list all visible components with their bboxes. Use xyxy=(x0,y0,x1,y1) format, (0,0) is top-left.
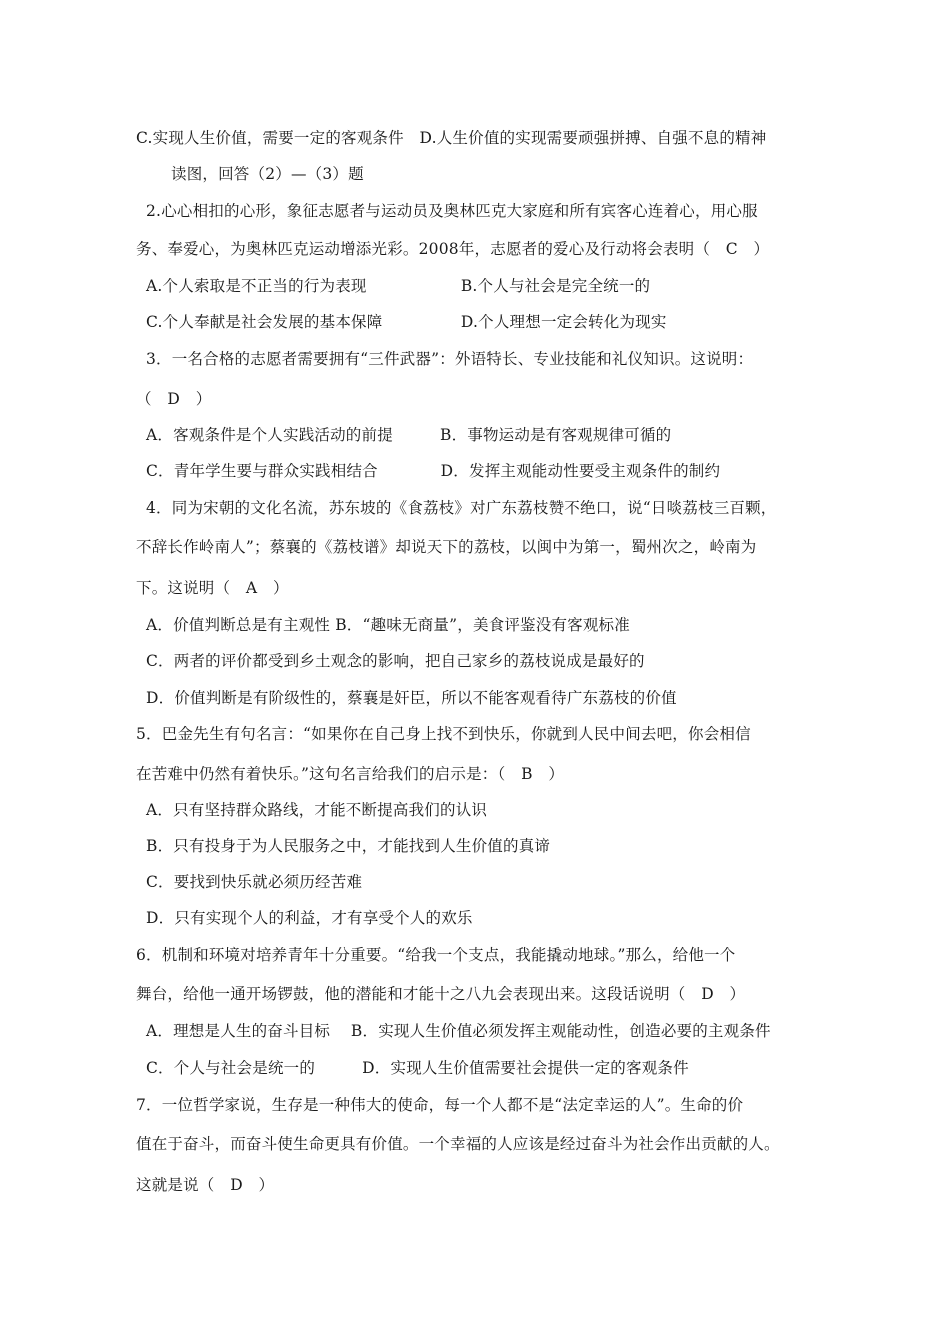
option-line: C．个人与社会是统一的 D．实现人生价值需要社会提供一定的客观条件 xyxy=(146,1059,689,1077)
text-line: 在苦难中仍然有着快乐。”这句名言给我们的启示是：（ B ） xyxy=(136,765,565,783)
text-line: 这就是说（ D ） xyxy=(136,1176,275,1194)
question-3-line: 3．一名合格的志愿者需要拥有“三件武器”：外语特长、专业技能和礼仪知识。这说明： xyxy=(146,350,754,368)
option-line: A．价值判断总是有主观性 B．“趣味无商量”，美食评鉴没有客观标准 xyxy=(146,616,630,634)
text-line: 务、奉爱心，为奥林匹克运动增添光彩。2008年，志愿者的爱心及行动将会表明（ C ） xyxy=(136,240,770,258)
question-5-line: 5．巴金先生有句名言：“如果你在自己身上找不到快乐，你就到人民中间去吧，你会相信 xyxy=(136,725,751,743)
option-line: B．只有投身于为人民服务之中，才能找到人生价值的真谛 xyxy=(146,837,551,855)
option-line: C．两者的评价都受到乡土观念的影响，把自己家乡的荔枝说成是最好的 xyxy=(146,652,645,670)
option-line: A.个人索取是不正当的行为表现 B.个人与社会是完全统一的 xyxy=(146,277,651,295)
option-line: D．价值判断是有阶级性的，蔡襄是奸臣，所以不能客观看待广东荔枝的价值 xyxy=(146,689,677,707)
option-line: A．理想是人生的奋斗目标 B．实现人生价值必须发挥主观能动性，创造必要的主观条件 xyxy=(146,1022,771,1040)
text-line: 下。这说明（ A ） xyxy=(136,579,289,597)
option-line: C．青年学生要与群众实践相结合 D．发挥主观能动性要受主观条件的制约 xyxy=(146,462,721,480)
text-line: 不辞长作岭南人”；蔡襄的《荔枝谱》却说天下的荔枝，以闽中为第一，蜀州次之，岭南为 xyxy=(136,538,757,556)
text-line: 舞台，给他一通开场锣鼓，他的潜能和才能十之八九会表现出来。这段话说明（ D ） xyxy=(136,985,746,1003)
text-line: C.实现人生价值，需要一定的客观条件 D.人生价值的实现需要顽强拼搏、自强不息的精神 xyxy=(136,129,767,147)
option-line: A．只有坚持群众路线，才能不断提高我们的认识 xyxy=(146,801,488,819)
text-line: 值在于奋斗，而奋斗使生命更具有价值。一个幸福的人应该是经过奋斗为社会作出贡献的人。 xyxy=(136,1135,780,1153)
answer-line: （ D ） xyxy=(136,390,212,408)
question-7-line: 7．一位哲学家说，生存是一种伟大的使命，每一个人都不是“法定幸运的人”。生命的价 xyxy=(136,1096,744,1114)
question-6-line: 6．机制和环境对培养青年十分重要。“给我一个支点，我能撬动地球。”那么，给他一个 xyxy=(136,946,736,964)
option-line: A．客观条件是个人实践活动的前提 B．事物运动是有客观规律可循的 xyxy=(146,426,672,444)
text-line: 读图，回答（2）—（3）题 xyxy=(171,165,364,183)
option-line: D．只有实现个人的利益，才有享受个人的欢乐 xyxy=(146,909,473,927)
question-4-line: 4．同为宋朝的文化名流，苏东坡的《食荔枝》对广东荔枝赞不绝口，说“日啖荔枝三百颗， xyxy=(146,499,777,517)
question-2-line: 2.心心相扣的心形，象征志愿者与运动员及奥林匹克大家庭和所有宾客心连着心，用心服 xyxy=(146,202,758,220)
option-line: C.个人奉献是社会发展的基本保障 D.个人理想一定会转化为现实 xyxy=(146,313,667,331)
option-line: C．要找到快乐就必须历经苦难 xyxy=(146,873,363,891)
